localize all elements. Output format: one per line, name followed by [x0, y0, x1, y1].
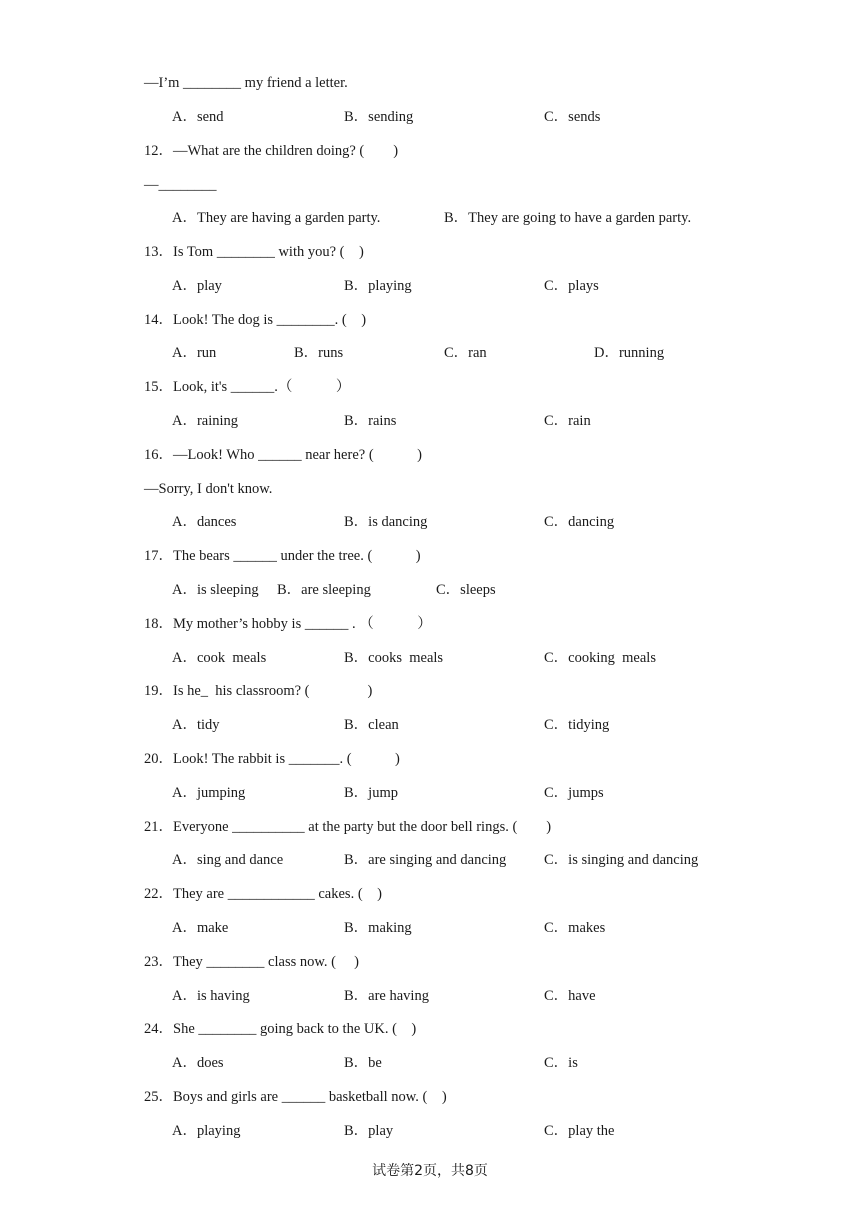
option-c: C．play the: [544, 1123, 615, 1139]
option-b: B．jump: [344, 785, 398, 801]
question-12: 12．—What are the children doing? ( ): [144, 143, 399, 159]
question-23: 23．They ________ class now. ( ): [144, 954, 359, 970]
option-a: A．run: [172, 345, 217, 361]
options-row: [172, 581, 772, 599]
options-row: [172, 716, 772, 734]
question-17: 17．The bears ______ under the tree. ( ): [144, 548, 421, 564]
option-c: C．dancing: [544, 514, 615, 530]
option-b: B．clean: [344, 717, 399, 733]
option-b: B．are singing and dancing: [344, 852, 507, 868]
option-a: A．They are having a garden party.: [172, 210, 381, 226]
option-b: B．making: [344, 920, 412, 936]
page-footer: 试卷第2页，共8页: [372, 1163, 488, 1179]
option-b: B．cooks meals: [344, 650, 444, 666]
question-16: 16．—Look! Who ______ near here? ( ): [144, 447, 422, 463]
option-c: C．rain: [544, 413, 591, 429]
option-b: B．sending: [344, 109, 414, 125]
option-a: A．jumping: [172, 785, 246, 801]
question-12-answer: —________: [144, 177, 217, 193]
options-row: [172, 851, 772, 869]
question-19: 19．Is he_ his classroom? ( ): [144, 683, 373, 699]
option-a: A．is sleeping: [172, 582, 259, 598]
option-a: A．playing: [172, 1123, 241, 1139]
options-row: [172, 412, 772, 430]
option-b: B．are having: [344, 988, 429, 1004]
options-row: [172, 344, 772, 362]
option-d: D．running: [594, 345, 665, 361]
option-c: C．sleeps: [436, 582, 496, 598]
option-a: A．does: [172, 1055, 224, 1071]
option-c: C．plays: [544, 278, 599, 294]
options-row: [172, 513, 772, 531]
option-c: C．ran: [444, 345, 487, 361]
option-b: B．play: [344, 1123, 394, 1139]
option-b: B．is dancing: [344, 514, 428, 530]
question-line: —I’m ________ my friend a letter.: [144, 75, 348, 91]
option-a: A．sing and dance: [172, 852, 284, 868]
option-b: B．They are going to have a garden party.: [444, 210, 692, 226]
question-13: 13．Is Tom ________ with you? ( ): [144, 244, 364, 260]
option-c: C．cooking meals: [544, 650, 656, 666]
option-c: C．is: [544, 1055, 578, 1071]
option-a: A．dances: [172, 514, 237, 530]
option-b: B．are sleeping: [277, 582, 371, 598]
option-c: C．is singing and dancing: [544, 852, 699, 868]
question-16-reply: —Sorry, I don't know.: [144, 481, 273, 497]
question-24: 24．She ________ going back to the UK. ( ): [144, 1021, 417, 1037]
options-row: [172, 987, 772, 1005]
options-row: [172, 1054, 772, 1072]
option-a: A．cook meals: [172, 650, 267, 666]
options-row: [172, 1122, 772, 1140]
option-a: A．make: [172, 920, 229, 936]
options-row: [172, 784, 772, 802]
option-a: A．raining: [172, 413, 239, 429]
question-18: 18．My mother’s hobby is ______ . （ ）: [144, 616, 432, 632]
option-a: A．is having: [172, 988, 250, 1004]
option-b: B．playing: [344, 278, 412, 294]
option-c: C．jumps: [544, 785, 604, 801]
option-c: C．makes: [544, 920, 606, 936]
options-row: [172, 108, 772, 126]
options-row: [172, 919, 772, 937]
options-row: [172, 209, 772, 227]
option-b: B．be: [344, 1055, 382, 1071]
option-c: C．tidying: [544, 717, 610, 733]
option-c: C．have: [544, 988, 596, 1004]
question-15: 15．Look, it's ______.（ ）: [144, 379, 351, 395]
option-b: B．runs: [294, 345, 344, 361]
option-a: A．tidy: [172, 717, 220, 733]
option-a: A．play: [172, 278, 222, 294]
question-21: 21．Everyone __________ at the party but the door bell rings. ( ): [144, 819, 552, 835]
option-c: C．sends: [544, 109, 601, 125]
question-20: 20．Look! The rabbit is _______. ( ): [144, 751, 400, 767]
question-14: 14．Look! The dog is ________. ( ): [144, 312, 367, 328]
question-25: 25．Boys and girls are ______ basketball now. ( ): [144, 1089, 447, 1105]
question-22: 22．They are ____________ cakes. ( ): [144, 886, 382, 902]
options-row: [172, 649, 772, 667]
option-b: B．rains: [344, 413, 397, 429]
options-row: [172, 277, 772, 295]
option-a: A．send: [172, 109, 224, 125]
